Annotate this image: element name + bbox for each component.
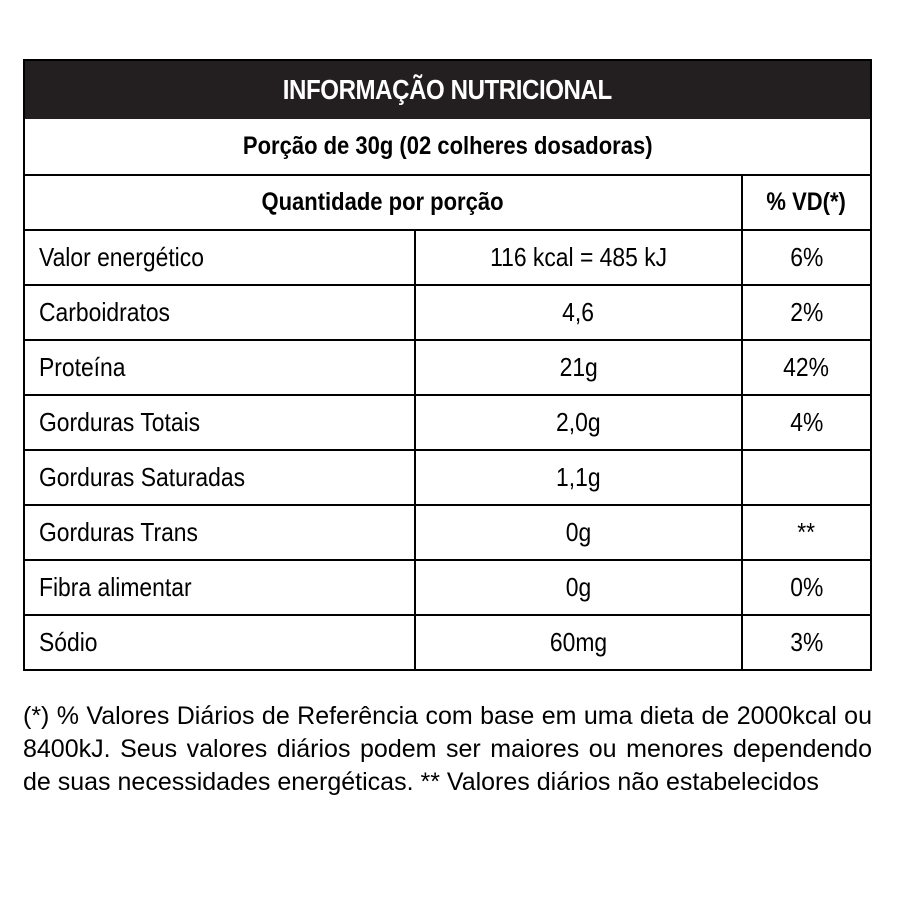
table-row [25, 284, 870, 339]
nutrient-amount: 60mg [549, 627, 608, 657]
nutrient-name: Gorduras Trans [39, 517, 198, 547]
nutrient-dv-cell [743, 451, 870, 504]
header-row [25, 174, 870, 229]
nutrient-dv-cell [743, 561, 870, 614]
nutrient-name: Valor energético [39, 242, 204, 272]
nutrient-amount: 0g [565, 572, 592, 602]
nutrient-amount-cell [416, 286, 743, 339]
table-row [25, 394, 870, 449]
portion-row [25, 119, 870, 174]
table-title-bar [25, 61, 870, 119]
header-dv-cell [743, 176, 870, 229]
header-quantity: Quantidade por porção [261, 188, 505, 216]
nutrient-amount: 21g [559, 352, 598, 382]
nutrient-amount-cell [416, 616, 743, 669]
header-dv: % VD(*) [766, 188, 847, 216]
footnote [23, 700, 872, 799]
nutrient-amount-cell [416, 396, 743, 449]
nutrient-amount-cell [416, 231, 743, 284]
nutrient-name-cell [25, 396, 416, 449]
table-row [25, 339, 870, 394]
table-row [25, 614, 870, 669]
nutrient-name-cell [25, 506, 416, 559]
nutrient-amount-cell [416, 561, 743, 614]
nutrient-name-cell [25, 561, 416, 614]
nutrient-dv-cell [743, 616, 870, 669]
nutrient-dv: 0% [789, 572, 824, 602]
table-title: INFORMAÇÃO NUTRICIONAL [283, 74, 612, 105]
nutrient-amount: 4,6 [562, 297, 595, 327]
nutrient-dv: 2% [789, 297, 824, 327]
nutrient-amount: 116 kcal = 485 kJ [489, 242, 668, 272]
nutrient-name: Carboidratos [39, 297, 170, 327]
nutrient-dv: 3% [789, 627, 824, 657]
nutrient-dv-cell [743, 341, 870, 394]
table-row [25, 449, 870, 504]
nutrient-name: Gorduras Saturadas [39, 462, 246, 492]
nutrient-name-cell [25, 616, 416, 669]
table-row [25, 229, 870, 284]
nutrient-dv-cell [743, 506, 870, 559]
nutrient-name-cell [25, 341, 416, 394]
nutrient-amount: 2,0g [556, 407, 601, 437]
nutrient-name: Sódio [39, 627, 98, 657]
nutrient-name-cell [25, 286, 416, 339]
nutrient-dv-cell [743, 286, 870, 339]
nutrient-amount-cell [416, 341, 743, 394]
nutrient-name-cell [25, 451, 416, 504]
nutrient-dv: 4% [789, 407, 824, 437]
table-row [25, 559, 870, 614]
footnote-text: (*) % Valores Diários de Referência com base em uma dieta de 2000kcal ou 8400kJ. Seus valores diários podem ser maiores ou menores dependendo de suas necessidades energéticas. ** Valores diários não estabelecidos [23, 702, 872, 796]
header-quantity-cell [25, 176, 743, 229]
nutrient-dv-cell [743, 396, 870, 449]
nutrient-dv-cell [743, 231, 870, 284]
nutrition-facts-table [23, 59, 872, 671]
table-row [25, 504, 870, 559]
nutrient-amount: 1,1g [556, 462, 601, 492]
nutrient-amount-cell [416, 506, 743, 559]
nutrient-dv: 6% [789, 242, 824, 272]
nutrient-amount-cell [416, 451, 743, 504]
nutrient-name: Proteína [39, 352, 126, 382]
portion-text: Porção de 30g (02 colheres dosadoras) [242, 132, 653, 160]
nutrient-dv: ** [797, 517, 816, 547]
nutrient-amount: 0g [565, 517, 592, 547]
nutrient-name: Gorduras Totais [39, 407, 201, 437]
nutrient-name-cell [25, 231, 416, 284]
nutrient-dv: 42% [783, 352, 830, 382]
nutrient-name: Fibra alimentar [39, 572, 192, 602]
